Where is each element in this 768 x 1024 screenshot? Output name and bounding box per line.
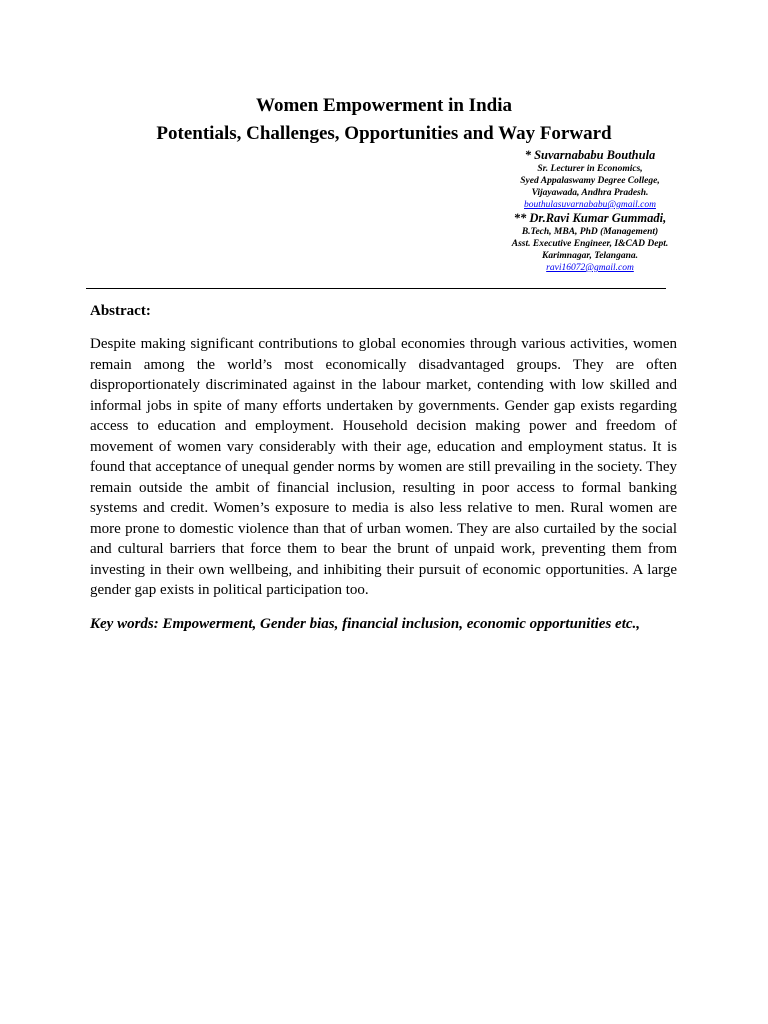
author-affiliation-line: Sr. Lecturer in Economics, xyxy=(537,164,643,174)
horizontal-divider xyxy=(86,288,666,289)
author-name: ** Dr.Ravi Kumar Gummadi, xyxy=(513,211,667,225)
title-line-main: Women Empowerment in India xyxy=(256,95,512,116)
author-block-2 xyxy=(480,211,700,274)
abstract-heading: Abstract: xyxy=(90,303,151,319)
author-name: * Suvarnababu Bouthula xyxy=(524,148,656,162)
author-affiliation-line: Syed Appalaswamy Degree College, xyxy=(520,176,660,186)
author-block-1 xyxy=(498,148,682,211)
paper-title xyxy=(0,92,768,148)
author-affiliation-line: Vijayawada, Andhra Pradesh. xyxy=(531,188,649,198)
author-email-link[interactable]: bouthulasuvarnababu@gmail.com xyxy=(524,200,656,210)
abstract-body: Despite making significant contributions to global economies through various activities, women remain among the world’s most economically disadvantaged groups. They are often disproportionately discriminated against in the labour market, contending with low skilled and informal jobs in spite of many efforts undertaken by governments. Gender gap exists regarding access to education and employment. Household decision making power and freedom of movement of women vary considerably with their age, education and employment status. It is found that acceptance of unequal gender norms by women are still prevailing in the society. They remain outside the ambit of financial inclusion, resulting in poor access to formal banking systems and credit. Women’s exposure to media is also less relative to men. Rural women are more prone to domestic violence than that of urban women. They are also curtailed by the social and cultural barriers that force them to bear the brunt of unpaid work, preventing them from investing in their own wellbeing, and inhibiting their pursuit of economic opportunities. A large gender gap exists in political participation too. xyxy=(90,336,677,598)
title-line-subtitle: Potentials, Challenges, Opportunities and Way Forward xyxy=(156,123,612,144)
author-affiliation-line: B.Tech, MBA, PhD (Management) xyxy=(521,227,659,237)
keywords-line: Key words: Empowerment, Gender bias, financial inclusion, economic opportunities etc., xyxy=(90,616,641,632)
author-affiliation-line: Asst. Executive Engineer, I&CAD Dept. xyxy=(511,239,669,249)
author-affiliation-line: Karimnagar, Telangana. xyxy=(542,251,638,261)
author-email-link[interactable]: ravi16072@gmail.com xyxy=(546,263,634,273)
